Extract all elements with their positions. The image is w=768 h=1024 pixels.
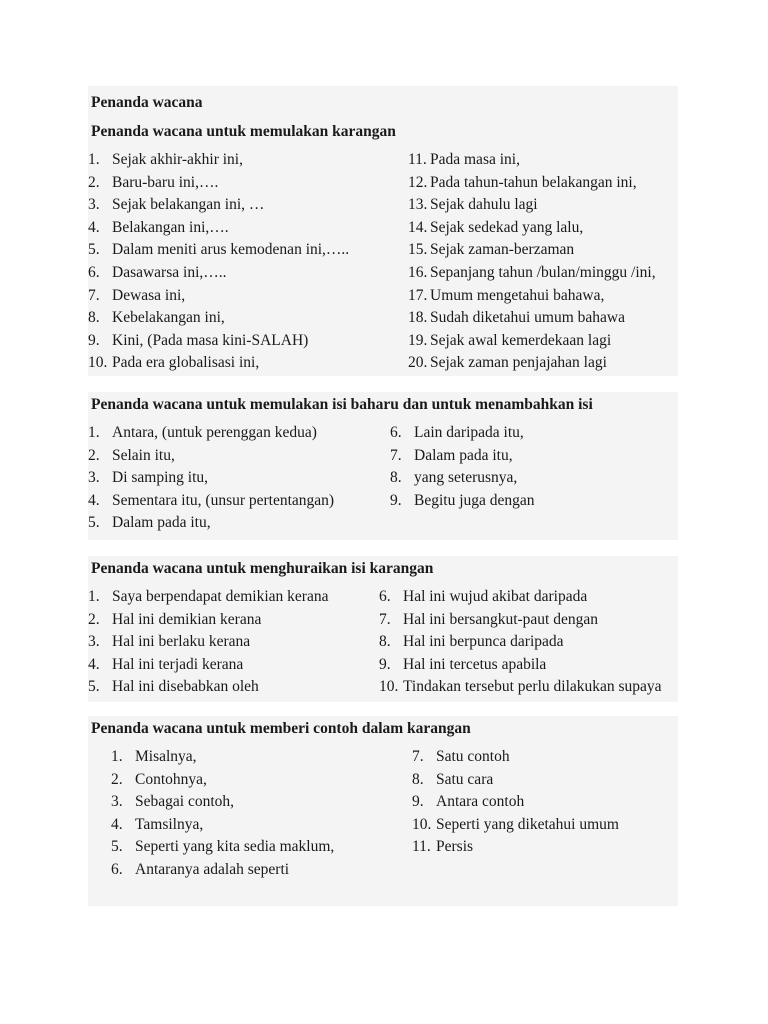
list-item-text: Belakangan ini,….: [112, 218, 229, 236]
list-item-text: Seperti yang kita sedia maklum,: [135, 838, 335, 856]
list-item-text: Dalam meniti arus kemodenan ini,…..: [112, 241, 350, 259]
list-item: [88, 172, 349, 195]
list-item-text: Sejak zaman-berzaman: [430, 241, 575, 259]
list-item-number: 11.: [412, 838, 431, 856]
list-item-text: yang seterusnya,: [414, 469, 518, 487]
list-item-number: 8.: [390, 469, 402, 487]
list-item-number: 2.: [111, 770, 123, 788]
list-item: [88, 654, 328, 677]
list-item-number: 17.: [408, 286, 428, 304]
list-item-number: 7.: [88, 286, 100, 304]
list-item: [379, 609, 662, 632]
list-item-text: Satu contoh: [436, 748, 510, 765]
list-item-number: 18.: [408, 309, 428, 327]
list-item-number: 6.: [111, 860, 123, 878]
list-item-text: Dasawarsa ini,…..: [112, 263, 227, 281]
list-item-text: Sepanjang tahun /bulan/minggu /ini,: [430, 263, 656, 281]
list-item-text: Hal ini terjadi kerana: [112, 655, 244, 673]
list-item-text: Hal ini berlaku kerana: [112, 633, 251, 651]
list-item: [390, 445, 535, 468]
list-item: [111, 814, 334, 837]
section-1-list-left: [88, 149, 349, 375]
list-item-text: Dalam pada itu,: [112, 514, 211, 532]
list-item-number: 3.: [111, 793, 123, 811]
list-item-number: 1.: [88, 151, 100, 168]
section-heading-menghuraikan: Penanda wacana untuk menghuraikan isi karangan: [91, 560, 434, 577]
list-item-number: 13.: [408, 196, 428, 214]
list-item: [412, 769, 619, 792]
list-item: [88, 239, 349, 262]
list-item-number: 10.: [88, 354, 108, 372]
list-item-text: Sejak awal kemerdekaan lagi: [430, 331, 612, 349]
list-item: [412, 791, 619, 814]
list-item-text: Sudah diketahui umum bahawa: [430, 309, 625, 327]
list-item-number: 20.: [408, 354, 428, 372]
list-item: [88, 285, 349, 308]
list-item-number: 2.: [88, 173, 100, 191]
list-item-text: Persis: [436, 838, 474, 856]
list-item-number: 8.: [412, 770, 424, 788]
section-3-list-left: [88, 586, 328, 699]
list-item-text: Saya berpendapat demikian kerana: [112, 588, 329, 605]
list-item-number: 4.: [88, 218, 100, 236]
list-item: [88, 194, 349, 217]
list-item-text: Dewasa ini,: [112, 286, 186, 304]
list-item-text: Sejak zaman penjajahan lagi: [430, 354, 607, 372]
list-item: [88, 467, 334, 490]
list-item-number: 7.: [412, 748, 424, 765]
list-item: [379, 654, 662, 677]
list-item-text: Pada masa ini,: [430, 151, 520, 168]
list-item-number: 1.: [88, 424, 100, 441]
list-item-text: Tindakan tersebut perlu dilakukan supaya: [403, 678, 662, 696]
list-item: [88, 676, 328, 699]
list-item: [408, 330, 656, 353]
list-item: [88, 512, 334, 535]
list-item-number: 9.: [390, 491, 402, 509]
list-item: [390, 490, 535, 513]
list-item-text: Sejak akhir-akhir ini,: [112, 151, 243, 168]
list-item-number: 10.: [412, 815, 432, 833]
list-item-number: 7.: [390, 446, 402, 464]
list-item-number: 6.: [88, 263, 100, 281]
list-item-number: 5.: [88, 678, 100, 696]
list-item: [408, 194, 656, 217]
list-item: [111, 859, 334, 882]
section-3-list-right: [379, 586, 662, 699]
list-item: [379, 676, 662, 699]
list-item-text: Sejak dahulu lagi: [430, 196, 538, 214]
section-heading-contoh: Penanda wacana untuk memberi contoh dalam karangan: [91, 720, 471, 737]
list-item-text: Kini, (Pada masa kini-SALAH): [112, 331, 309, 349]
section-4-list-left: [111, 746, 334, 882]
list-item-text: Dalam pada itu,: [414, 446, 513, 464]
list-item-text: Antara contoh: [436, 793, 525, 811]
list-item-text: Sebagai contoh,: [135, 793, 235, 811]
list-item-text: Pada tahun-tahun belakangan ini,: [430, 173, 637, 191]
list-item-text: Hal ini demikian kerana: [112, 610, 262, 628]
list-item-text: Lain daripada itu,: [414, 424, 524, 441]
list-item-number: 3.: [88, 196, 100, 214]
list-item-number: 8.: [88, 309, 100, 327]
list-item-text: Sementara itu, (unsur pertentangan): [112, 491, 335, 509]
list-item-number: 9.: [412, 793, 424, 811]
list-item: [88, 307, 349, 330]
list-item: [408, 262, 656, 285]
list-item-text: Begitu juga dengan: [414, 491, 535, 509]
list-item: [88, 631, 328, 654]
list-item-number: 12.: [408, 173, 428, 191]
list-item-number: 6.: [379, 588, 391, 605]
list-item: [88, 445, 334, 468]
list-item-number: 15.: [408, 241, 428, 259]
list-item: [111, 791, 334, 814]
list-item-number: 6.: [390, 424, 402, 441]
list-item-text: Hal ini wujud akibat daripada: [403, 588, 588, 605]
list-item: [408, 307, 656, 330]
list-item-text: Misalnya,: [135, 748, 197, 765]
list-item: [408, 217, 656, 240]
list-item-text: Umum mengetahui bahawa,: [430, 286, 605, 304]
list-item-text: Hal ini disebabkan oleh: [112, 678, 259, 696]
list-item: [390, 422, 535, 445]
list-item-number: 14.: [408, 218, 428, 236]
list-item: [88, 330, 349, 353]
section-2-list-right: [390, 422, 535, 512]
list-item: [408, 172, 656, 195]
list-item-number: 11.: [408, 151, 427, 168]
list-item: [88, 586, 328, 609]
list-item: [111, 836, 334, 859]
list-item-text: Seperti yang diketahui umum: [436, 815, 619, 833]
list-item-number: 5.: [88, 241, 100, 259]
list-item-number: 7.: [379, 610, 391, 628]
list-item: [412, 746, 619, 769]
list-item: [88, 262, 349, 285]
list-item-text: Selain itu,: [112, 446, 175, 464]
list-item: [379, 586, 662, 609]
list-item-text: Pada era globalisasi ini,: [112, 354, 260, 372]
list-item: [88, 490, 334, 513]
list-item: [408, 239, 656, 262]
list-item-text: Kebelakangan ini,: [112, 309, 225, 327]
list-item: [88, 352, 349, 375]
section-heading-isi-baharu: Penanda wacana untuk memulakan isi baharu dan untuk menambahkan isi: [91, 396, 593, 413]
section-2-list-left: [88, 422, 334, 535]
list-item-text: Hal ini berpunca daripada: [403, 633, 564, 651]
list-item-number: 16.: [408, 263, 428, 281]
list-item-text: Baru-baru ini,….: [112, 173, 219, 191]
list-item-number: 4.: [88, 491, 100, 509]
list-item: [88, 422, 334, 445]
list-item: [111, 746, 334, 769]
list-item-number: 5.: [111, 838, 123, 856]
list-item: [88, 149, 349, 172]
list-item: [390, 467, 535, 490]
list-item: [379, 631, 662, 654]
list-item-number: 5.: [88, 514, 100, 532]
list-item: [412, 814, 619, 837]
list-item-number: 9.: [88, 331, 100, 349]
list-item-number: 4.: [88, 655, 100, 673]
list-item-number: 9.: [379, 655, 391, 673]
list-item-number: 2.: [88, 446, 100, 464]
list-item-number: 10.: [379, 678, 399, 696]
list-item: [412, 836, 619, 859]
list-item-text: Di samping itu,: [112, 469, 209, 487]
list-item-number: 19.: [408, 331, 428, 349]
section-heading-memulakan: Penanda wacana untuk memulakan karangan: [91, 123, 396, 140]
section-4-list-right: [412, 746, 619, 859]
list-item: [88, 609, 328, 632]
list-item-number: 1.: [88, 588, 100, 605]
list-item-text: Satu cara: [436, 770, 494, 788]
list-item: [408, 352, 656, 375]
list-item-text: Hal ini bersangkut-paut dengan: [403, 610, 598, 628]
list-item-text: Hal ini tercetus apabila: [403, 655, 547, 673]
list-item-text: Contohnya,: [135, 770, 207, 788]
list-item-text: Sejak sedekad yang lalu,: [430, 218, 584, 236]
list-item-number: 8.: [379, 633, 391, 651]
list-item-number: 1.: [111, 748, 123, 765]
page-title: Penanda wacana: [91, 94, 203, 111]
list-item-text: Antaranya adalah seperti: [135, 860, 290, 878]
list-item-number: 3.: [88, 633, 100, 651]
list-item-text: Antara, (untuk perenggan kedua): [112, 424, 317, 441]
list-item: [408, 149, 656, 172]
list-item-number: 2.: [88, 610, 100, 628]
section-1-list-right: [408, 149, 656, 375]
list-item-text: Sejak belakangan ini, …: [112, 196, 265, 214]
list-item: [408, 285, 656, 308]
list-item-number: 3.: [88, 469, 100, 487]
list-item: [88, 217, 349, 240]
list-item: [111, 769, 334, 792]
list-item-text: Tamsilnya,: [135, 815, 204, 833]
list-item-number: 4.: [111, 815, 123, 833]
